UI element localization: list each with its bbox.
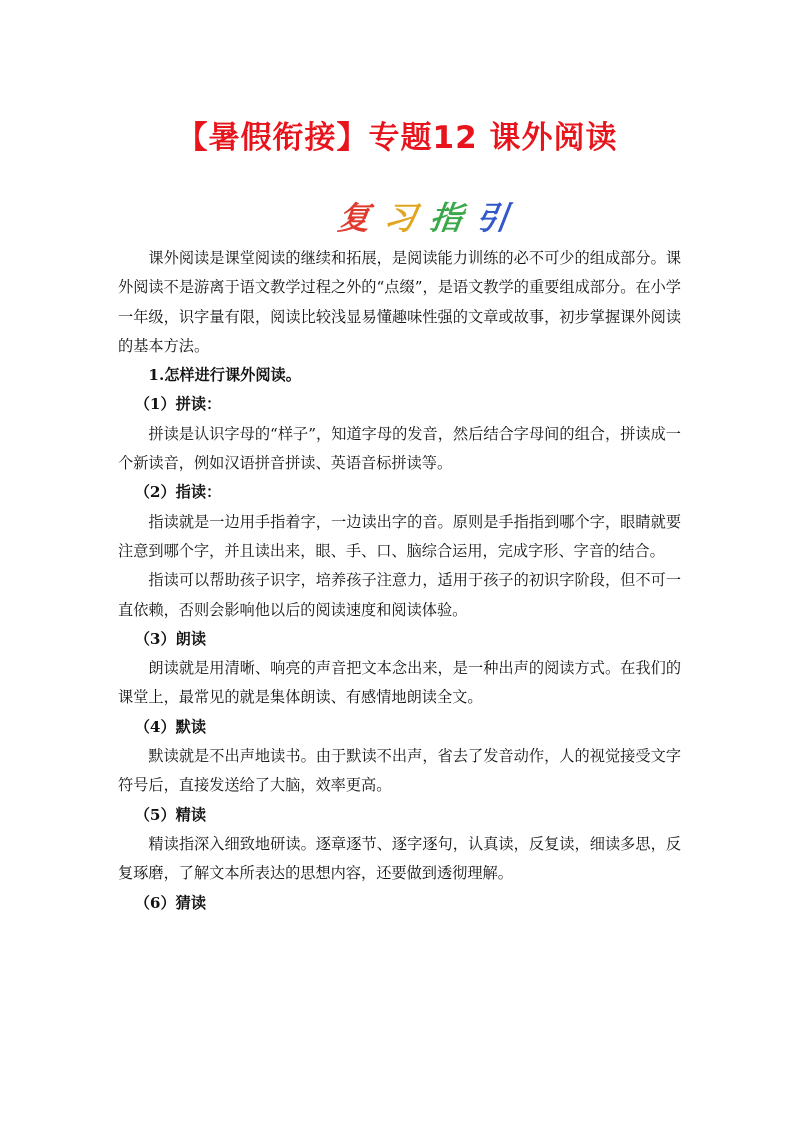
item-paragraph: 精读指深入细致地研读。逐章逐节、逐字逐句，认真读，反复读，细读多思，反复琢磨，了解文本所表达的思想内容，还要做到透彻理解。 — [118, 834, 681, 883]
review-guide-banner — [335, 196, 511, 240]
intro-paragraph: 课外阅读是课堂阅读的继续和拓展，是阅读能力训练的必不可少的组成部分。课外阅读不是游离于语文教学过程之外的“点缀”，是语文教学的重要组成部分。在小学一年级，识字量有限，阅读比较浅显易懂趣味性强的文章或故事，初步掌握课外阅读的基本方法。 — [118, 249, 681, 355]
document-title: 【暑假衔接】专题12 课外阅读 — [176, 120, 618, 156]
item-label: （1）拼读： — [134, 395, 222, 414]
item-paragraph: 指读可以帮助孩子识字，培养孩子注意力，适用于孩子的初识字阶段，但不可一直依赖，否则会影响他以后的阅读速度和阅读体验。 — [118, 571, 681, 619]
item-paragraph: 朗读就是用清晰、响亮的声音把文本念出来，是一种出声的阅读方式。在我们的课堂上，最常见的就是集体朗读、有感情地朗读全文。 — [118, 659, 681, 707]
item-label: （5）精读 — [134, 805, 207, 824]
item-label: （3）朗读 — [134, 629, 207, 648]
item-label: （2）指读： — [134, 483, 222, 502]
item-label: （4）默读 — [134, 717, 207, 736]
item-label: （6）猜读 — [134, 893, 207, 912]
section-heading: 1.怎样进行课外阅读。 — [148, 366, 301, 385]
banner-char: 指 — [427, 199, 465, 237]
document-body — [118, 244, 681, 918]
banner-char: 复 — [335, 199, 373, 237]
item-paragraph: 指读就是一边用手指着字，一边读出字的音。原则是手指指到哪个字，眼睛就要注意到哪个字，并且读出来，眼、手、口、脑综合运用，完成字形、字音的结合。 — [118, 512, 681, 560]
banner-char: 习 — [381, 199, 419, 237]
banner-char: 引 — [473, 199, 511, 237]
item-paragraph: 默读就是不出声地读书。由于默读不出声，省去了发音动作，人的视觉接受文字符号后，直接发送给了大脑，效率更高。 — [118, 747, 681, 795]
item-paragraph: 拼读是认识字母的“样子”，知道字母的发音，然后结合字母间的组合，拼读成一个新读音，例如汉语拼音拼读、英语音标拼读等。 — [118, 424, 681, 473]
